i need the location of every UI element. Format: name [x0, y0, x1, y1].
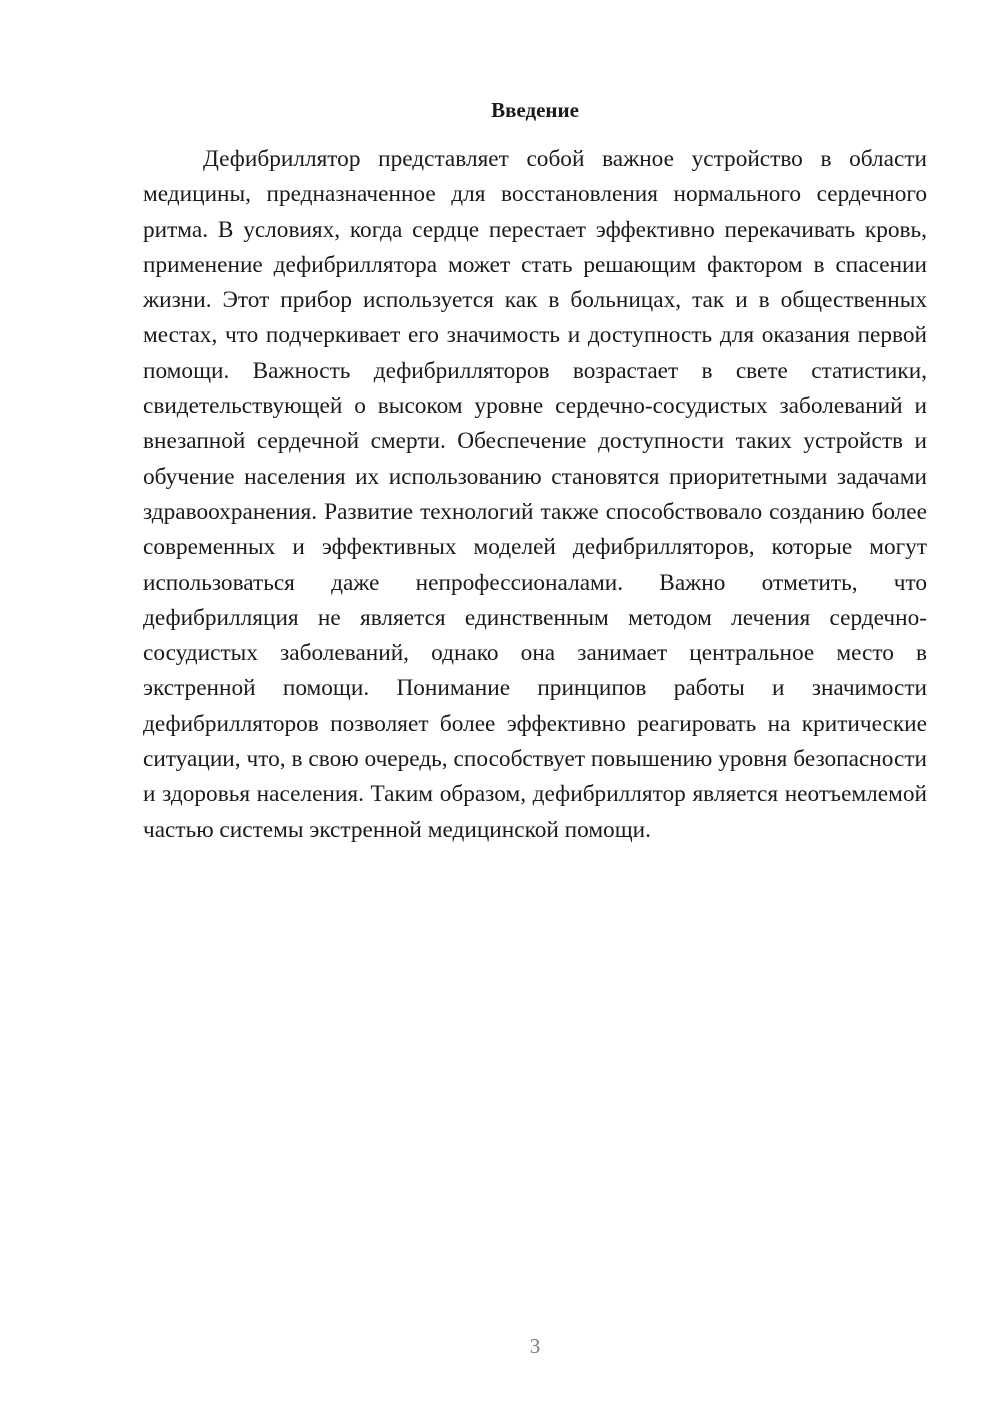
intro-paragraph: Дефибриллятор представляет собой важное устройство в области медицины, предназначенное для восстановления нормального сердечного ритма. В условиях, когда сердце перестает эффективно перекачивать кровь, применение дефибриллятора может стать решающим фактором в спасении жизни. Этот прибор используется как в больницах, так и в общественных местах, что подчеркивает его значимость и доступность для оказания первой помощи. Важность дефибрилляторов возрастает в свете статистики, свидетельствующей о высоком уровне сердечно-сосудистых заболеваний и внезапной сердечной смерти. Обеспечение доступности таких устройств и обучение населения их использованию становятся приоритетными задачами здравоохранения. Развитие технологий также способствовало созданию более современных и эффективных моделей дефибрилляторов, которые могут использоваться даже непрофессионалами. Важно отметить, что дефибрилляция не является единственным методом лечения сердечно-сосудистых заболеваний, однако она занимает центральное место в экстренной помощи. Понимание принципов работы и значимости дефибрилляторов позволяет более эффективно реагировать на критические ситуации, что, в свою очередь, способствует повышению уровня безопасности и здоровья населения. Таким образом, дефибриллятор является неотъемлемой частью системы экстренной медицинской помощи.	[143, 146, 927, 843]
section-heading: Введение	[491, 98, 579, 122]
page-number: 3	[529, 1334, 541, 1358]
